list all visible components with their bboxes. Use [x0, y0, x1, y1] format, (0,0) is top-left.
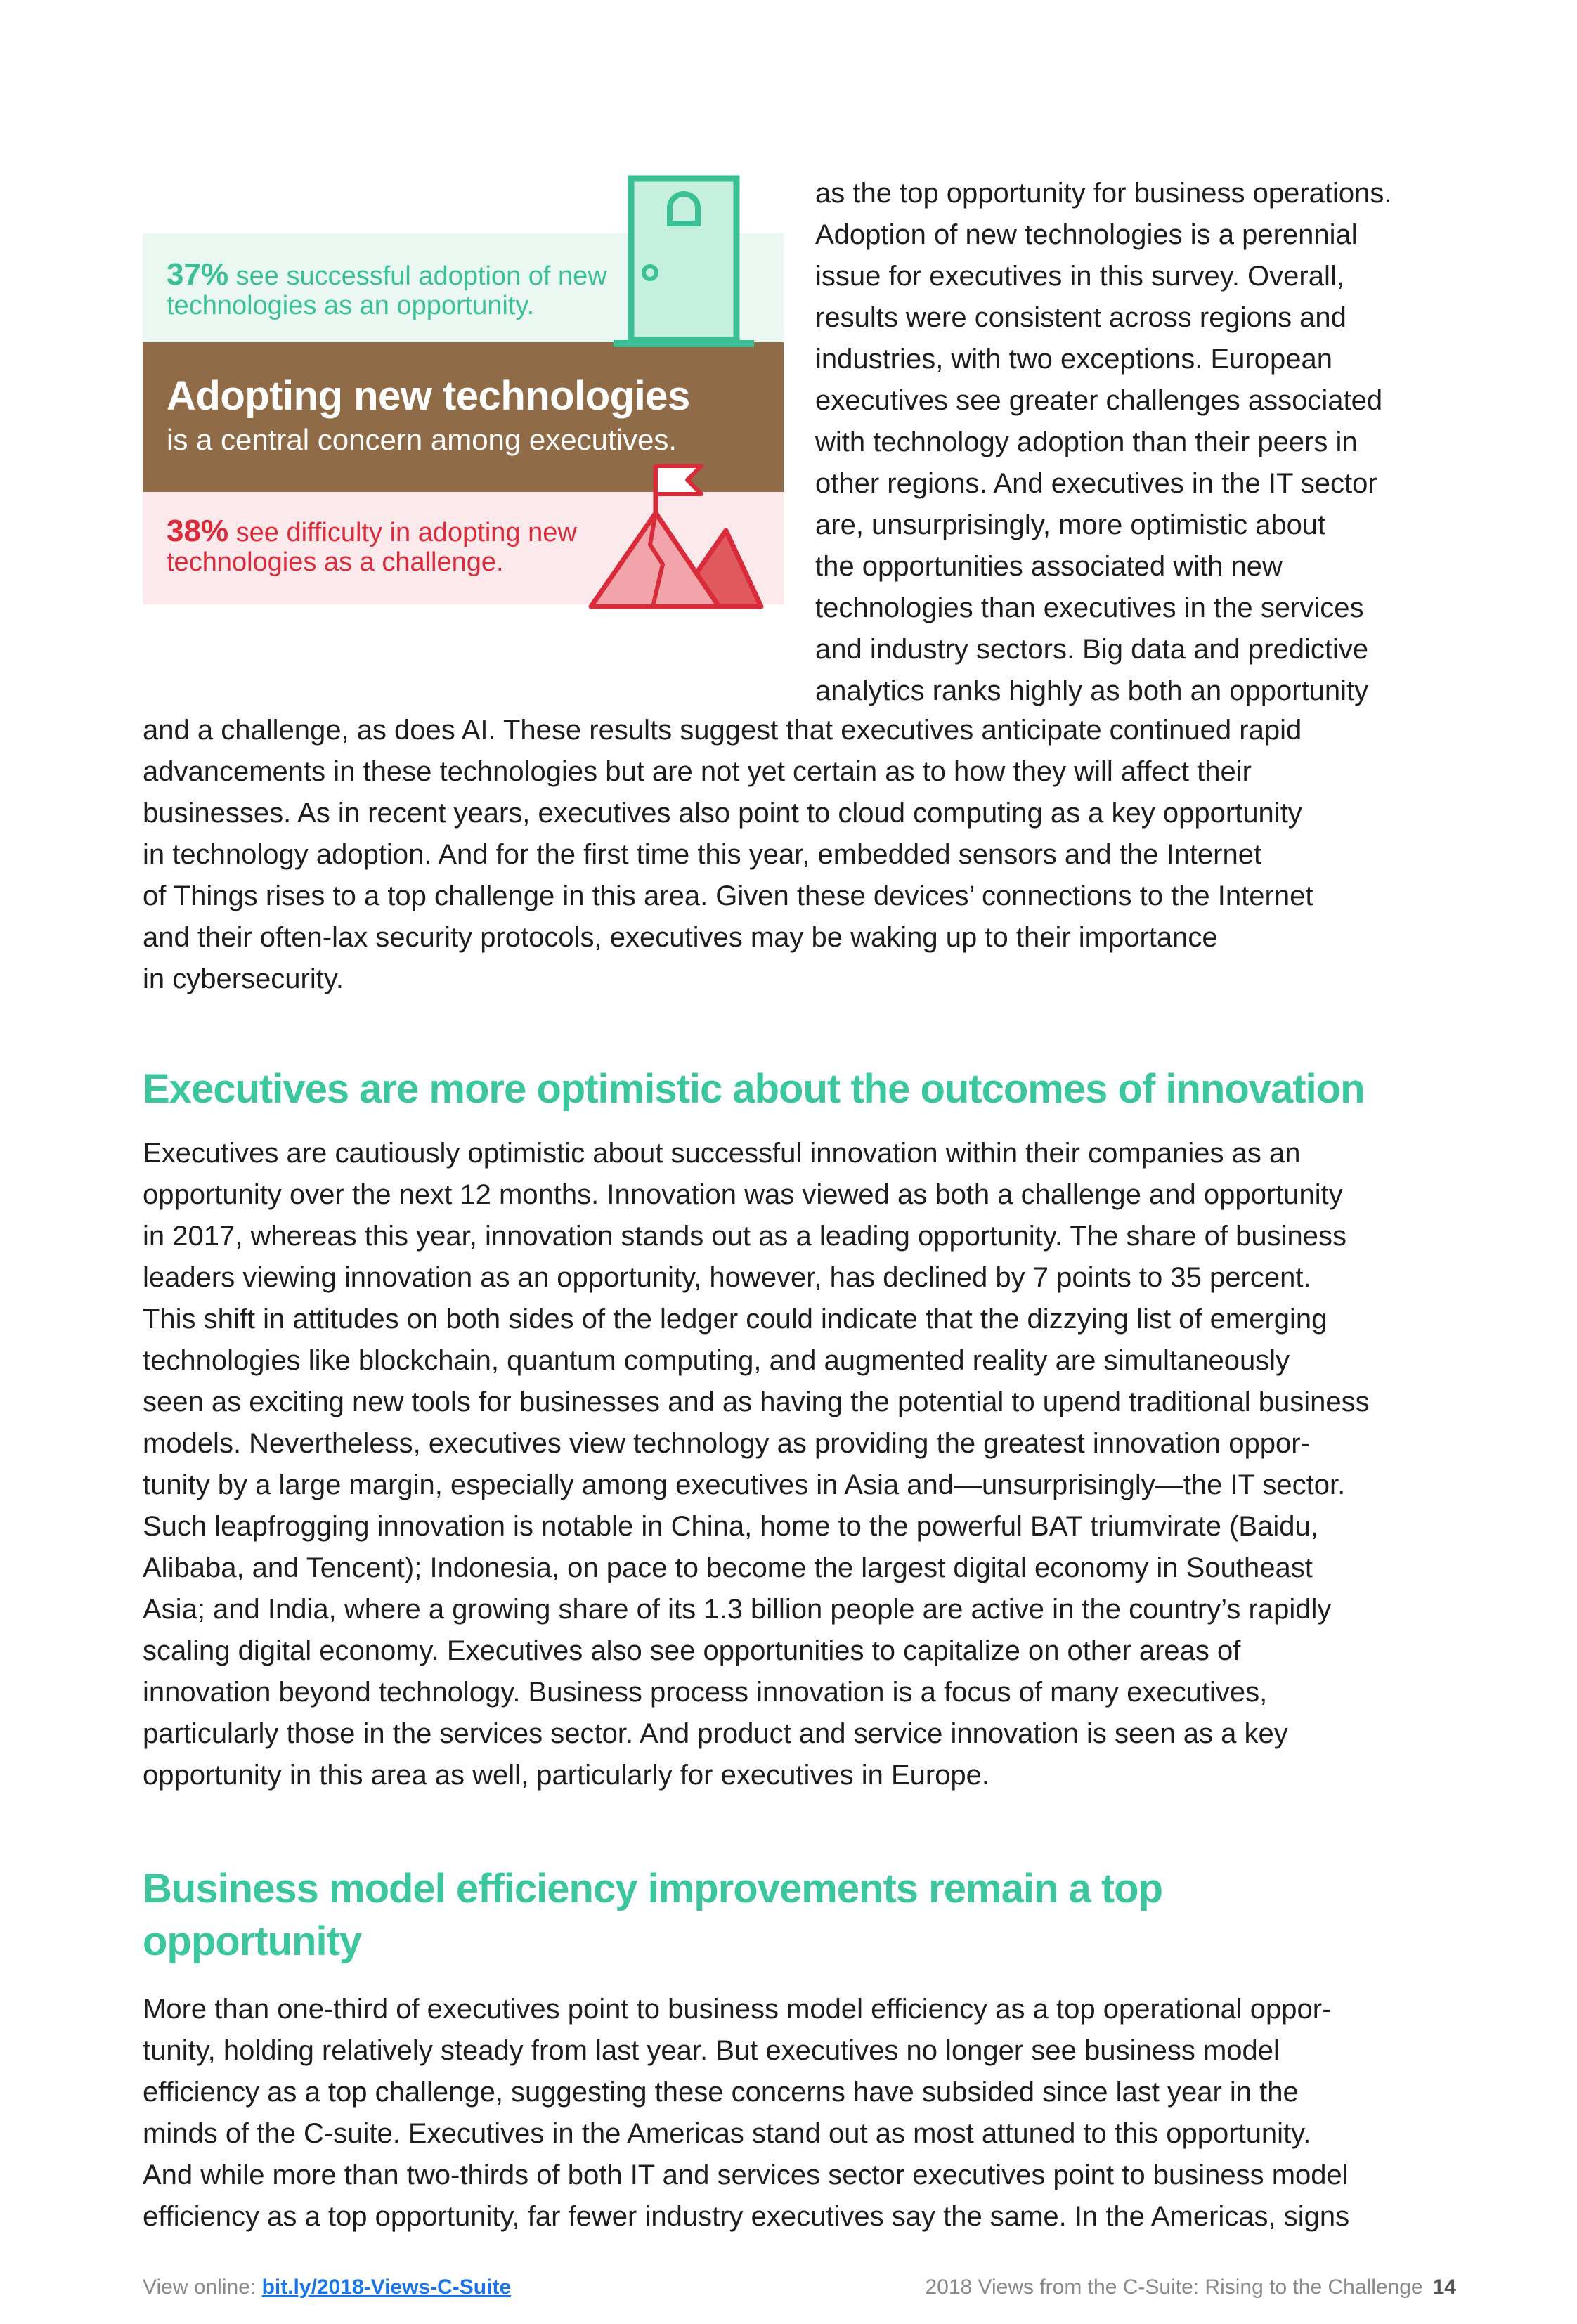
- opportunity-percent: 37%: [167, 257, 229, 292]
- footer-view-online: [143, 2276, 511, 2299]
- page-number: 14: [1432, 2276, 1456, 2299]
- text-line: technologies like blockchain, quantum computing, and augmented reality are simultaneously: [143, 1345, 1290, 1376]
- challenge-stat-text: see difficulty in adopting new technologies as a challenge.: [167, 518, 577, 577]
- text-line: in technology adoption. And for the first time this year, embedded sensors and the Internet: [143, 839, 1262, 870]
- section-heading-efficiency: [143, 1862, 1162, 1968]
- text-line: technologies than executives in the services: [815, 592, 1364, 623]
- text-line: with technology adoption than their peers in: [815, 427, 1358, 457]
- challenge-stat: [167, 514, 616, 577]
- report-link[interactable]: bit.ly/2018-Views-C-Suite: [261, 2276, 512, 2299]
- text-line: and a challenge, as does AI. These results suggest that executives anticipate continued rapid: [143, 715, 1302, 746]
- opportunity-stat-text: see successful adoption of new technologies as an opportunity.: [167, 261, 607, 320]
- footer-view-label: View online:: [143, 2276, 262, 2299]
- text-line: minds of the C-suite. Executives in the Americas stand out as most attuned to this opportunity.: [143, 2118, 1311, 2149]
- text-line: opportunity in this area as well, particularly for executives in Europe.: [143, 1760, 990, 1791]
- text-line: and industry sectors. Big data and predictive: [815, 634, 1369, 665]
- text-line: tunity by a large margin, especially among executives in Asia and—unsurprisingly—the IT sector.: [143, 1469, 1346, 1500]
- text-line: More than one-third of executives point to business model efficiency as a top operational oppor-: [143, 1994, 1332, 2025]
- text-line: industries, with two exceptions. European: [815, 344, 1332, 375]
- text-line: results were consistent across regions and: [815, 302, 1346, 333]
- text-line: executives see greater challenges associated: [815, 385, 1383, 416]
- infographic-box: [143, 169, 784, 604]
- section-heading-innovation: [143, 1063, 1365, 1115]
- door-icon: [614, 174, 754, 350]
- challenge-percent: 38%: [167, 514, 229, 548]
- text-line: and their often-lax security protocols, executives may be waking up to their importance: [143, 922, 1218, 953]
- text-line: Such leapfrogging innovation is notable in China, home to the powerful BAT triumvirate (Baidu,: [143, 1511, 1318, 1542]
- intro-column-text: [815, 173, 1392, 712]
- text-line: seen as exciting new tools for businesses and as having the potential to upend traditional business: [143, 1387, 1370, 1417]
- text-line: are, unsurprisingly, more optimistic about: [815, 509, 1326, 540]
- infographic-title: Adopting new technologies: [167, 373, 690, 419]
- text-line: other regions. And executives in the IT sector: [815, 468, 1377, 499]
- heading-line: opportunity: [143, 1919, 362, 1964]
- section-body-innovation: [143, 1133, 1370, 1796]
- opportunity-stat: [167, 257, 616, 320]
- text-line: as the top opportunity for business operations.: [815, 178, 1392, 209]
- text-line: businesses. As in recent years, executives also point to cloud computing as a key opportunity: [143, 798, 1302, 829]
- text-line: of Things rises to a top challenge in this area. Given these devices’ connections to the Internet: [143, 881, 1313, 911]
- text-line: tunity, holding relatively steady from last year. But executives no longer see business model: [143, 2035, 1280, 2066]
- text-line: efficiency as a top challenge, suggesting these concerns have subsided since last year in the: [143, 2077, 1299, 2108]
- text-line: particularly those in the services sector. And product and service innovation is seen as a key: [143, 1718, 1288, 1749]
- heading-line: Executives are more optimistic about the outcomes of innovation: [143, 1066, 1365, 1112]
- report-title: 2018 Views from the C-Suite: Rising to the Challenge: [925, 2276, 1423, 2299]
- text-line: opportunity over the next 12 months. Innovation was viewed as both a challenge and opportunity: [143, 1179, 1343, 1210]
- text-line: leaders viewing innovation as an opportunity, however, has declined by 7 points to 35 percent.: [143, 1262, 1311, 1293]
- footer-report-info: [925, 2276, 1456, 2299]
- text-line: analytics ranks highly as both an opportunity: [815, 675, 1369, 706]
- text-line: And while more than two-thirds of both IT and services sector executives point to business model: [143, 2160, 1349, 2190]
- heading-line: Business model efficiency improvements remain a top: [143, 1866, 1163, 1911]
- text-line: the opportunities associated with new: [815, 551, 1283, 582]
- text-line: This shift in attitudes on both sides of the ledger could indicate that the dizzying list of emerging: [143, 1304, 1328, 1335]
- mountain-flag-icon: [585, 460, 765, 618]
- text-line: Executives are cautiously optimistic about successful innovation within their companies as an: [143, 1138, 1301, 1169]
- text-line: scaling digital economy. Executives also see opportunities to capitalize on other areas of: [143, 1635, 1241, 1666]
- text-line: Alibaba, and Tencent); Indonesia, on pace to become the largest digital economy in Southeast: [143, 1552, 1313, 1583]
- text-line: advancements in these technologies but are not yet certain as to how they will affect their: [143, 756, 1252, 787]
- text-line: in cybersecurity.: [143, 963, 344, 994]
- text-line: Asia; and India, where a growing share of its 1.3 billion people are active in the country’s rapidly: [143, 1594, 1332, 1625]
- text-line: models. Nevertheless, executives view technology as providing the greatest innovation oppor-: [143, 1428, 1310, 1459]
- text-line: in 2017, whereas this year, innovation stands out as a leading opportunity. The share of business: [143, 1221, 1346, 1252]
- text-line: efficiency as a top opportunity, far fewer industry executives say the same. In the Americas, signs: [143, 2201, 1350, 2232]
- text-line: issue for executives in this survey. Overall,: [815, 261, 1344, 292]
- infographic-subtitle: is a central concern among executives.: [167, 423, 677, 456]
- text-line: innovation beyond technology. Business process innovation is a focus of many executives,: [143, 1677, 1268, 1708]
- text-line: Adoption of new technologies is a perennial: [815, 219, 1358, 250]
- section-body-efficiency: [143, 1989, 1349, 2238]
- intro-wide-text: [143, 710, 1313, 1000]
